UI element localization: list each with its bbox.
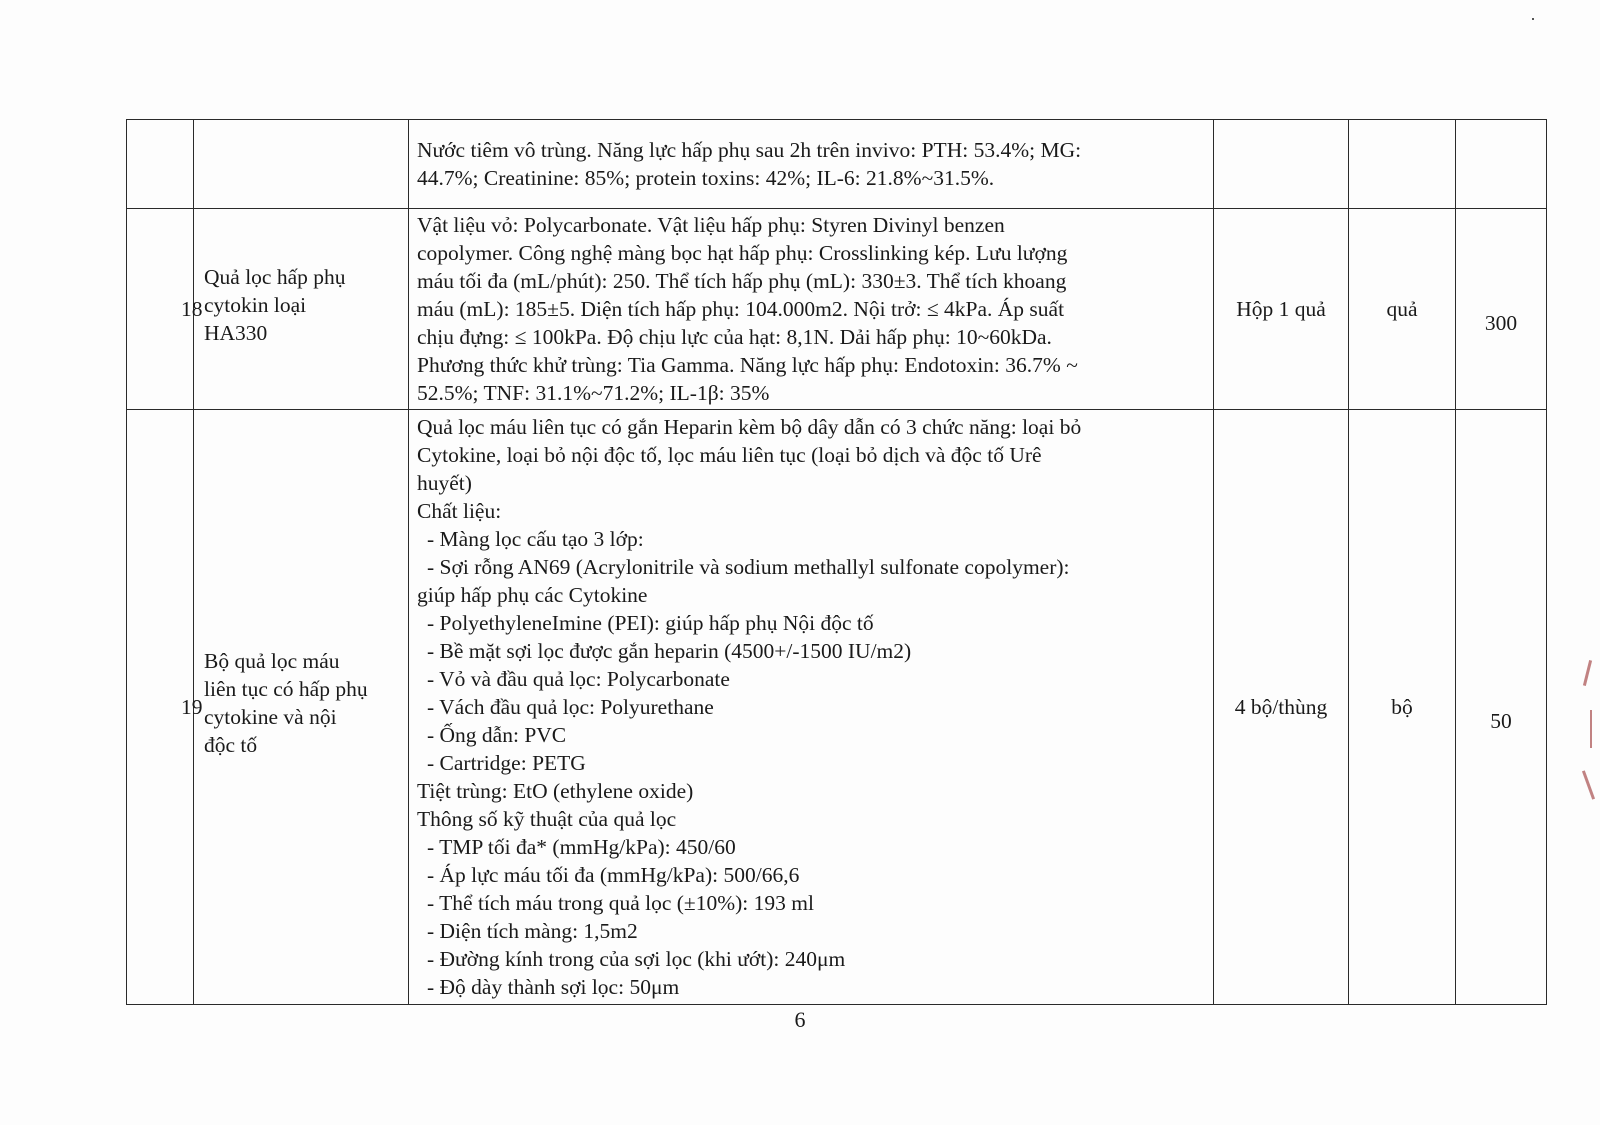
row-number-cell [127,209,203,410]
spec-line: - Thể tích máu trong quả lọc (±10%): 193 ml [427,891,814,915]
spec-line: 52.5%; TNF: 31.1%~71.2%; IL-1β: 35% [417,381,770,405]
spec-line: Chất liệu: [417,499,502,523]
spec-line: giúp hấp phụ các Cytokine [417,583,648,607]
spec-line: - Ống dẫn: PVC [427,723,567,747]
spec-line: - Vách đầu quả lọc: Polyurethane [427,695,714,719]
item-name-line: liên tục có hấp phụ [204,677,368,701]
quantity-cell [1456,120,1547,209]
spec-line: copolymer. Công nghệ màng bọc hạt hấp phụ: Crosslinking kép. Lưu lượng [417,241,1068,265]
spec-line: Thông số kỹ thuật của quả lọc [417,807,677,831]
technical-spec-cell [409,209,1214,410]
margin-signature-mark [1590,710,1592,748]
packaging-cell: Hộp 1 quả [1214,209,1349,410]
technical-spec-cell [409,120,1214,209]
row-number-cell [127,410,203,1005]
spec-line: máu (mL): 185±5. Diện tích hấp phụ: 104.000m2. Nội trở: ≤ 4kPa. Áp suất [417,297,1065,321]
table-body [127,120,1547,1005]
spec-line: Nước tiêm vô trùng. Năng lực hấp phụ sau 2h trên invivo: PTH: 53.4%; MG: [417,138,1082,162]
quantity-cell [1456,410,1547,1005]
margin-signature-mark [1583,660,1592,686]
spec-line: máu tối đa (mL/phút): 250. Thể tích hấp phụ (mL): 330±3. Thể tích khoang [417,269,1067,293]
item-name-line: Quả lọc hấp phụ [204,265,346,289]
spec-line: - Cartridge: PETG [427,751,586,775]
spec-line: Cytokine, loại bỏ nội độc tố, lọc máu liên tục (loại bỏ dịch và độc tố Urê [417,443,1042,467]
item-name-cell [194,410,409,1005]
spec-line: - Màng lọc cấu tạo 3 lớp: [427,527,644,551]
spec-line: Quả lọc máu liên tục có gắn Heparin kèm bộ dây dẫn có 3 chức năng: loại bỏ [417,415,1082,439]
spec-line: - Diện tích màng: 1,5m2 [427,919,638,943]
spec-line: - Đường kính trong của sợi lọc (khi ướt): 240μm [427,947,846,971]
spec-line: 44.7%; Creatinine: 85%; protein toxins: 42%; IL-6: 21.8%~31.5%. [417,166,995,190]
item-name-cell [194,120,409,209]
table-row [127,120,1547,209]
item-name-line: HA330 [204,321,268,345]
spec-line: - Độ dày thành sợi lọc: 50μm [427,975,680,999]
spec-line: Tiệt trùng: EtO (ethylene oxide) [417,779,694,803]
table-row [127,410,1547,1005]
item-name [204,647,404,759]
packaging-cell [1214,120,1349,209]
unit-cell [1349,120,1456,209]
quantity-cell [1456,209,1547,410]
unit-cell: quả [1349,209,1456,410]
equipment-spec-table [126,119,1547,1005]
page-number: 6 [794,1007,806,1032]
spec-line: - Áp lực máu tối đa (mmHg/kPa): 500/66,6 [427,863,800,887]
row-number: 18 [181,297,203,321]
item-name-line: độc tố [204,733,258,757]
scan-speck [1532,18,1534,20]
spec-line: chịu đựng: ≤ 100kPa. Độ chịu lực của hạt: 8,1N. Dải hấp phụ: 10~60kDa. [417,325,1052,349]
spec-line: - PolyethyleneImine (PEI): giúp hấp phụ Nội độc tố [427,611,874,635]
spec-line: - TMP tối đa* (mmHg/kPa): 450/60 [427,835,736,859]
item-name [204,263,404,347]
spec-line: huyết) [417,471,472,495]
row-number-cell [127,120,194,209]
spec-line: Vật liệu vỏ: Polycarbonate. Vật liệu hấp phụ: Styren Divinyl benzen [417,213,1005,237]
item-name-line: cytokine và nội [204,705,337,729]
quantity-value: 300 [1484,311,1518,335]
row-number: 19 [181,695,203,719]
item-name-cell [194,209,409,410]
unit-cell: bộ [1349,410,1456,1005]
margin-signature-mark [1582,770,1595,799]
spec-line: - Bề mặt sợi lọc được gắn heparin (4500+/-1500 IU/m2) [427,639,912,663]
packaging-cell: 4 bộ/thùng [1214,410,1349,1005]
spec-line: - Sợi rỗng AN69 (Acrylonitrile và sodium methallyl sulfonate copolymer): [427,555,1070,579]
quantity-value: 50 [1490,709,1512,733]
table-row [127,209,1547,410]
item-name-line: cytokin loại [204,293,307,317]
spec-line: - Vỏ và đầu quả lọc: Polycarbonate [427,667,730,691]
technical-spec-cell [409,410,1214,1005]
spec-line: Phương thức khử trùng: Tia Gamma. Năng lực hấp phụ: Endotoxin: 36.7% ~ [417,353,1078,377]
item-name-line: Bộ quả lọc máu [204,649,340,673]
